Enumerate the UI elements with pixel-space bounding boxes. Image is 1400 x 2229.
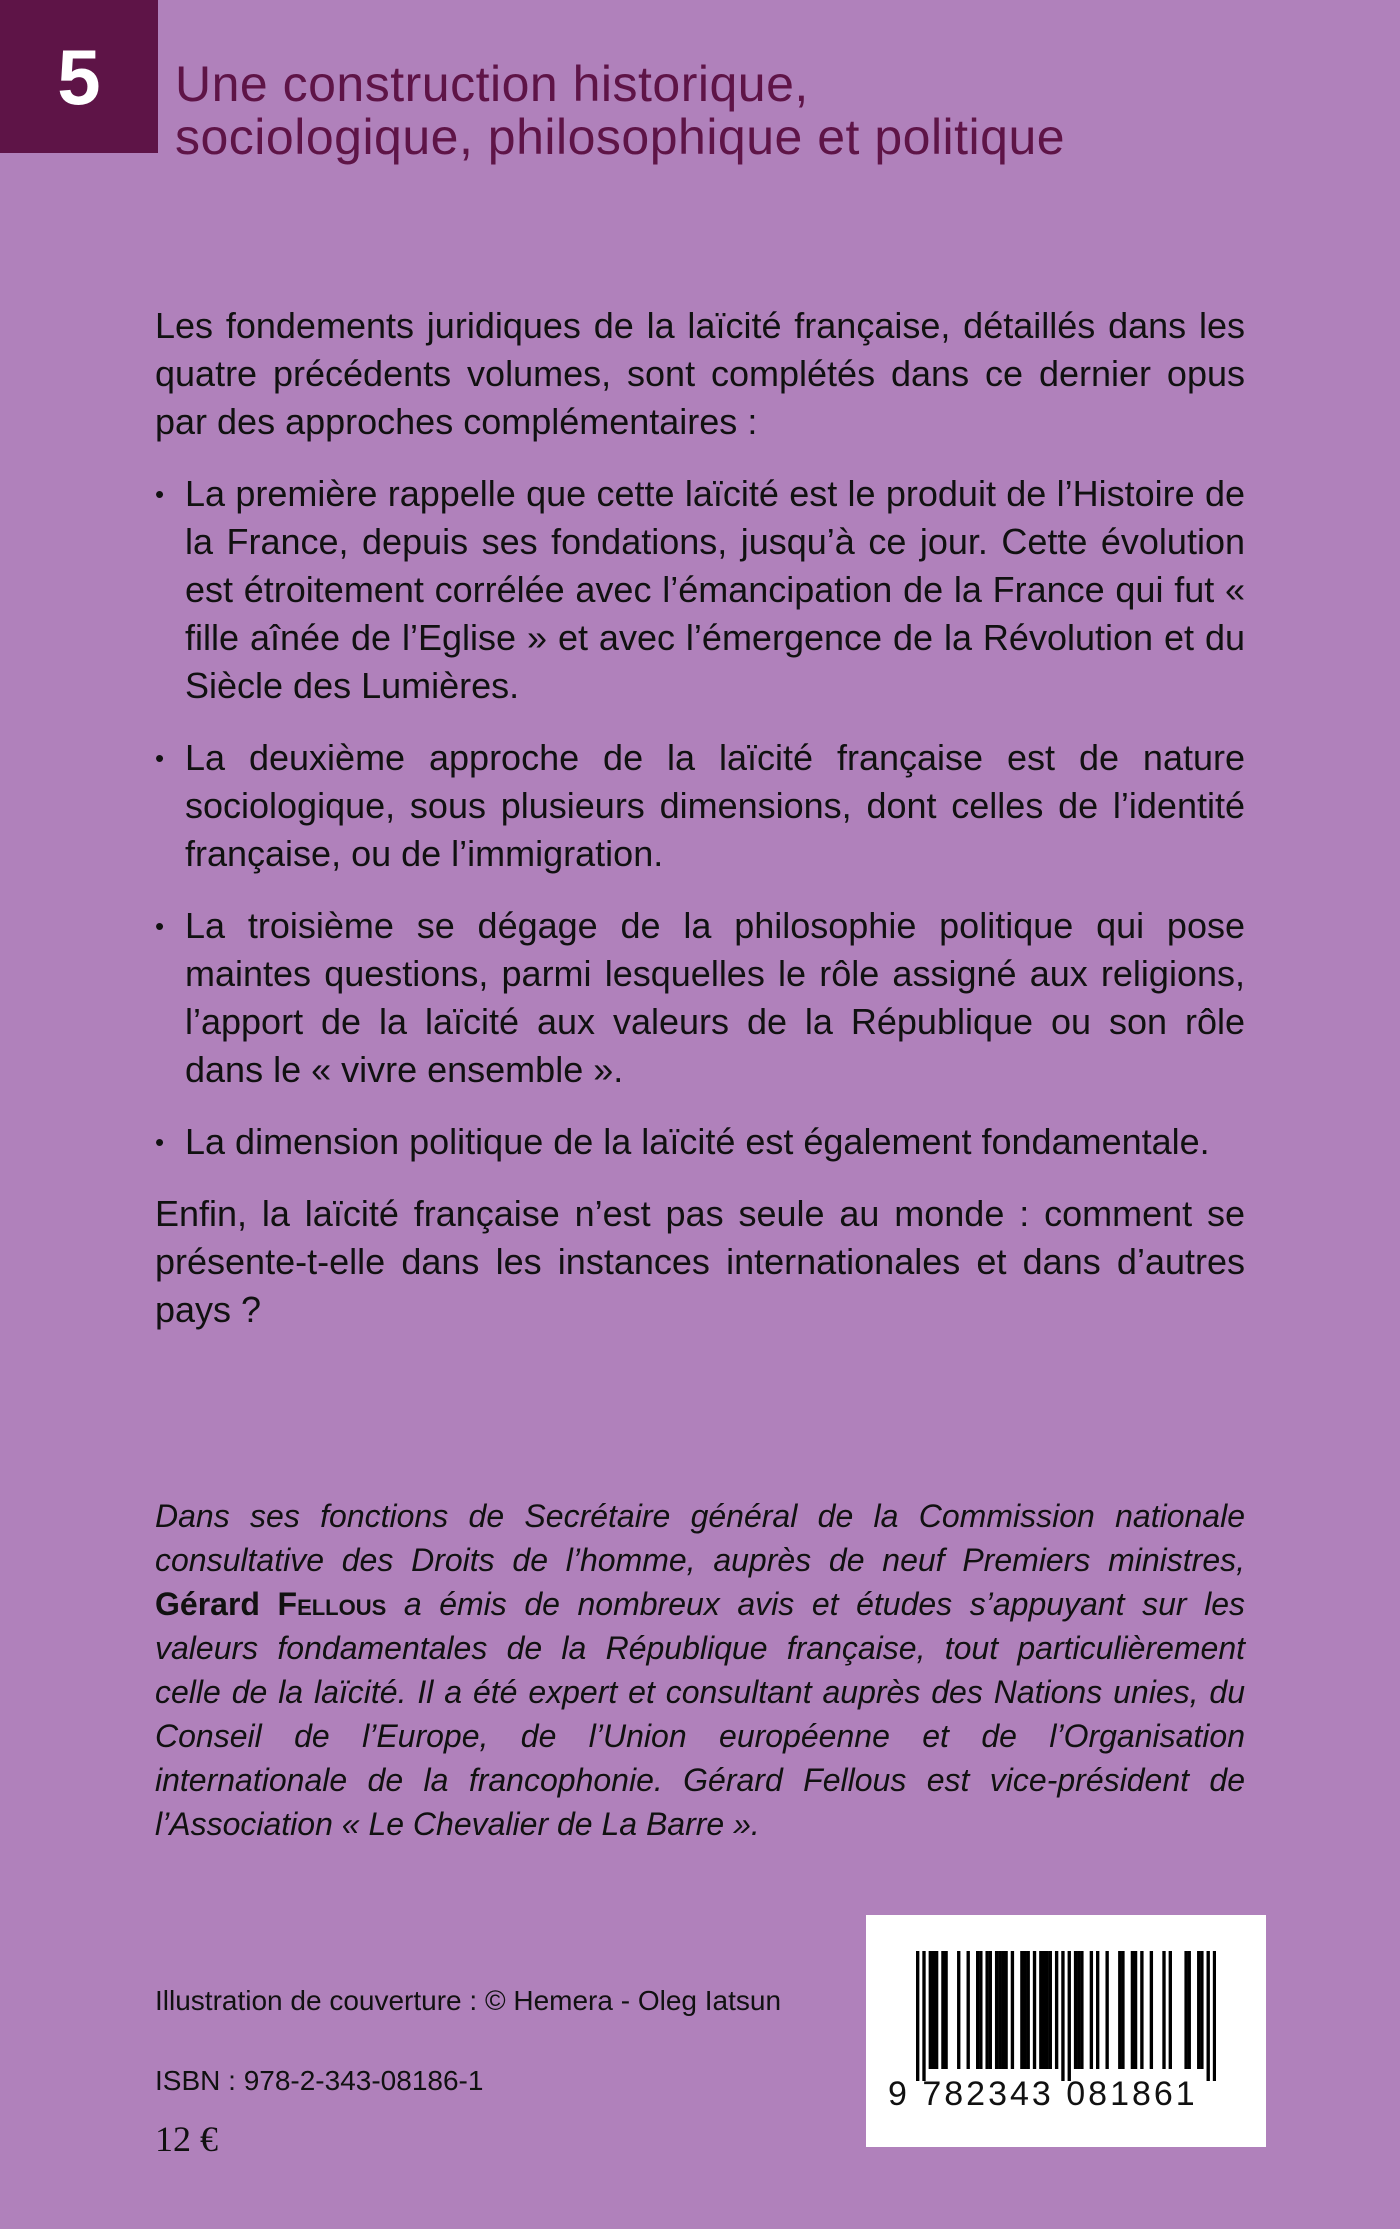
bullet-text: La troisième se dégage de la philosophie politique qui pose maintes questions, parmi lesquelles le rôle assigné aux religions, l’apport de la laïcité aux valeurs de la République ou son rôle dans le « vivre ensemble ».: [185, 905, 1245, 1090]
volume-number: 5: [57, 32, 101, 121]
barcode-bar: [967, 1951, 970, 2069]
barcode-bar: [1055, 1951, 1058, 2069]
barcode-bars: [916, 1951, 1216, 2081]
barcode-bar: [1004, 1951, 1007, 2069]
bullet-dot-icon: •: [155, 911, 165, 941]
outro-paragraph: Enfin, la laïcité française n’est pas seule au monde : comment se présente-t-elle dans les instances internationales et dans d’autres pays ?: [155, 1193, 1245, 1330]
intro-paragraph: Les fondements juridiques de la laïcité française, détaillés dans les quatre précédents volumes, sont complétés dans ce dernier opus par des approches complémentaires :: [155, 305, 1245, 442]
barcode-bar: [998, 1951, 1001, 2069]
bullet-text: La première rappelle que cette laïcité est le produit de l’Histoire de la France, depuis ses fondations, jusqu’à ce jour. Cette évolution est étroitement corrélée avec l’émancipation de la France qui fut « fille aînée de l’Eglise » et avec l’émergence de la Révolution et du Siècle des Lumières.: [185, 473, 1245, 706]
bullet-item: [155, 734, 1245, 878]
barcode-bar: [1023, 1951, 1026, 2069]
barcode-bar: [1150, 1951, 1153, 2069]
barcode-bar: [922, 1951, 925, 2081]
barcode-bar: [1001, 1951, 1004, 2069]
barcode-bar: [1121, 1951, 1124, 2069]
barcode-bar: [1074, 1951, 1077, 2069]
bullet-text: La dimension politique de la laïcité est également fondamentale.: [185, 1121, 1210, 1162]
series-title-line-1: Une construction historique,: [175, 56, 809, 112]
barcode-bar: [1134, 1951, 1137, 2069]
barcode-bar: [932, 1951, 935, 2069]
barcode-bar: [1096, 1951, 1099, 2069]
barcode-bar: [1011, 1951, 1014, 2069]
barcode-bar: [1045, 1951, 1048, 2069]
barcode-bar: [1188, 1951, 1191, 2069]
barcode-bar: [1033, 1951, 1036, 2069]
volume-number-box: [0, 0, 158, 153]
barcode-bar: [1039, 1951, 1042, 2069]
barcode: [866, 1915, 1266, 2147]
author-first-name: Gérard: [155, 1586, 278, 1622]
barcode-bar: [1077, 1951, 1080, 2069]
barcode-bar: [941, 1951, 944, 2069]
barcode-bar: [1169, 1951, 1172, 2069]
barcode-bar: [1213, 1951, 1216, 2081]
series-title-line-2: sociologique, philosophique et politique: [175, 109, 1066, 165]
barcode-bar: [1068, 1951, 1071, 2081]
barcode-bar: [1184, 1951, 1187, 2069]
bullet-item: [155, 902, 1245, 1094]
barcode-bar: [1080, 1951, 1083, 2069]
barcode-bar: [1207, 1951, 1210, 2081]
barcode-bar: [985, 1951, 988, 2069]
barcode-bar: [1200, 1951, 1203, 2069]
bullet-text: La deuxième approche de la laïcité française est de nature sociologique, sous plusieurs dimensions, dont celles de l’identité française, ou de l’immigration.: [185, 737, 1245, 874]
bullet-item: [155, 470, 1245, 710]
main-text: [155, 302, 1245, 1334]
author-last-name: Fellous: [277, 1586, 387, 1622]
barcode-bar: [989, 1951, 992, 2069]
author-bio: [155, 1494, 1245, 1846]
cover-credits: Illustration de couverture : © Hemera - Oleg Iatsun: [155, 1985, 782, 2016]
author-name: [155, 1586, 386, 1622]
bio-text-before: Dans ses fonctions de Secrétaire général de la Commission nationale consultative des Droits de l’homme, auprès de neuf Premiers ministres,: [155, 1498, 1245, 1578]
barcode-bar: [1162, 1951, 1165, 2069]
barcode-bar: [995, 1951, 998, 2069]
bio-text-after: a émis de nombreux avis et études s’appuyant sur les valeurs fondamentales de la République française, tout particulièrement celle de la laïcité. Il a été expert et consultant auprès des Nations unies, du Conseil de l’Europe, de l’Union européenne et de l’Organisation internationale de la francophonie. Gérard Fellous est vice-président de l’Association « Le Chevalier de La Barre ».: [155, 1586, 1246, 1842]
barcode-bar: [1131, 1951, 1134, 2069]
barcode-bar: [957, 1951, 960, 2069]
barcode-bar: [1140, 1951, 1143, 2069]
barcode-bar: [916, 1951, 919, 2081]
barcode-digits: 9 782343 081861: [888, 2075, 1198, 2113]
price: 12 €: [155, 2119, 218, 2159]
barcode-bar: [1090, 1951, 1093, 2069]
barcode-bar: [1118, 1951, 1121, 2069]
barcode-bar: [1197, 1951, 1200, 2069]
bullet-dot-icon: •: [155, 743, 165, 773]
barcode-bar: [1105, 1951, 1108, 2069]
isbn: ISBN : 978-2-343-08186-1: [155, 2065, 484, 2096]
barcode-bar: [976, 1951, 979, 2069]
bullet-dot-icon: •: [155, 1127, 165, 1157]
barcode-bar: [1042, 1951, 1045, 2069]
barcode-bar: [1049, 1951, 1052, 2069]
series-title: [175, 58, 1325, 164]
barcode-bar: [935, 1951, 938, 2069]
barcode-bar: [1020, 1951, 1023, 2069]
barcode-bar: [944, 1951, 947, 2069]
bullet-item: [155, 1118, 1245, 1166]
bullet-dot-icon: •: [155, 479, 165, 509]
barcode-bar: [1061, 1951, 1064, 2081]
barcode-bar: [979, 1951, 982, 2069]
bullet-list: [155, 470, 1245, 1166]
barcode-bar: [1027, 1951, 1030, 2069]
barcode-bar: [929, 1951, 932, 2069]
